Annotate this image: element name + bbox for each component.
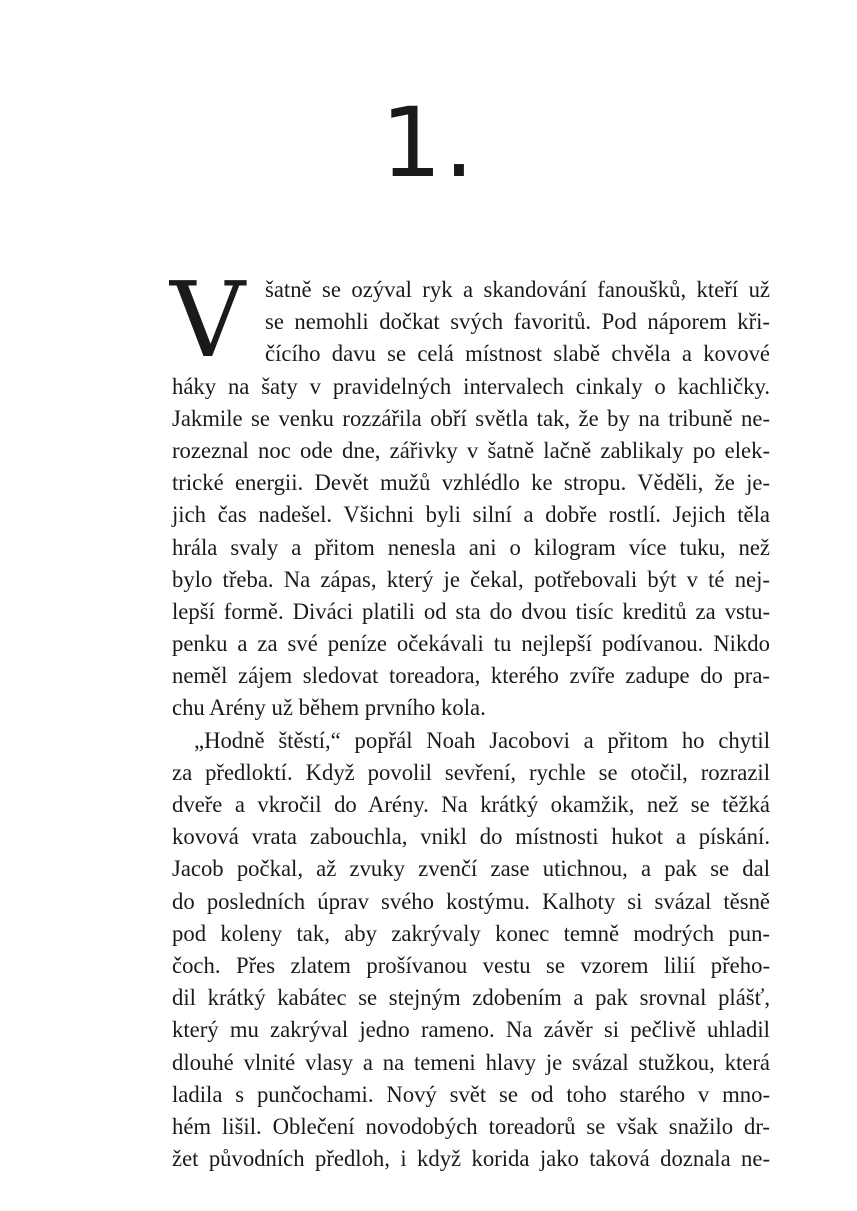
- text-line: se nemohli dočkat svých favoritů. Pod náporem kři-: [265, 309, 770, 335]
- text-line: bylo třeba. Na zápas, který je čekal, potřebovali být v té nej-: [172, 566, 770, 592]
- text-line: žet původních předloh, i když korida jako taková doznala ne-: [172, 1146, 770, 1172]
- text-line: dlouhé vlnité vlasy a na temeni hlavy je svázal stužkou, která: [172, 1049, 770, 1075]
- text-line: Jakmile se venku rozzářila obří světla tak, že by na tribuně ne-: [172, 405, 770, 431]
- text-line: do posledních úprav svého kostýmu. Kalhoty si svázal těsně: [172, 888, 770, 914]
- text-line: pod koleny tak, aby zakrývaly konec temně modrých pun-: [172, 920, 770, 946]
- text-line: penku a za své peníze očekávali tu nejlepší podívanou. Nikdo: [172, 631, 770, 657]
- text-line: za předloktí. Když povolil sevření, rychle se otočil, rozrazil: [172, 759, 770, 785]
- text-line: rozeznal noc ode dne, zářivky v šatně lačně zablikaly po elek-: [172, 437, 770, 463]
- text-line: neměl zájem sledovat toreadora, kterého zvíře zadupe do pra-: [172, 663, 770, 689]
- text-line: ladila s punčochami. Nový svět se od toho starého v mno-: [172, 1081, 770, 1107]
- chapter-number: 1.: [380, 87, 477, 199]
- text-line: trické energii. Devět mužů vzhlédlo ke stropu. Věděli, že je-: [172, 470, 770, 496]
- text-line: šatně se ozýval ryk a skandování fanoušků, kteří už: [265, 277, 770, 302]
- text-line: čícího davu se celá místnost slabě chvěla a kovové: [265, 341, 770, 367]
- text-line: „Hodně štěstí,“ popřál Noah Jacobovi a přitom ho chytil: [194, 727, 770, 753]
- text-line: háky na šaty v pravidelných intervalech cinkaly o kachličky.: [172, 373, 770, 399]
- text-line: chu Arény už během prvního kola.: [172, 695, 486, 721]
- chapter-text: [172, 274, 770, 1175]
- text-line: čoch. Přes zlatem prošívanou vestu se vzorem lilií přeho-: [172, 952, 770, 978]
- text-line: dveře a vkročil do Arény. Na krátký okamžik, než se těžká: [172, 792, 770, 817]
- text-line: kovová vrata zabouchla, vnikl do místnosti hukot a pískání.: [172, 824, 770, 850]
- text-line: hém lišil. Oblečení novodobých toreadorů se však snažilo dr-: [172, 1113, 770, 1139]
- text-line: dil krátký kabátec se stejným zdobením a pak srovnal plášť,: [172, 985, 770, 1011]
- drop-cap: V: [170, 259, 246, 381]
- text-line: Jacob počkal, až zvuky zvenčí zase utichnou, a pak se dal: [172, 856, 770, 882]
- text-line: lepší formě. Diváci platili od sta do dvou tisíc kreditů za vstu-: [172, 598, 770, 624]
- text-line: který mu zakrýval jedno rameno. Na závěr si pečlivě uhladil: [172, 1017, 770, 1043]
- text-line: hrála svaly a přitom nenesla ani o kilogram více tuku, než: [172, 534, 770, 560]
- text-line: jich čas nadešel. Všichni byli silní a dobře rostlí. Jejich těla: [172, 502, 770, 528]
